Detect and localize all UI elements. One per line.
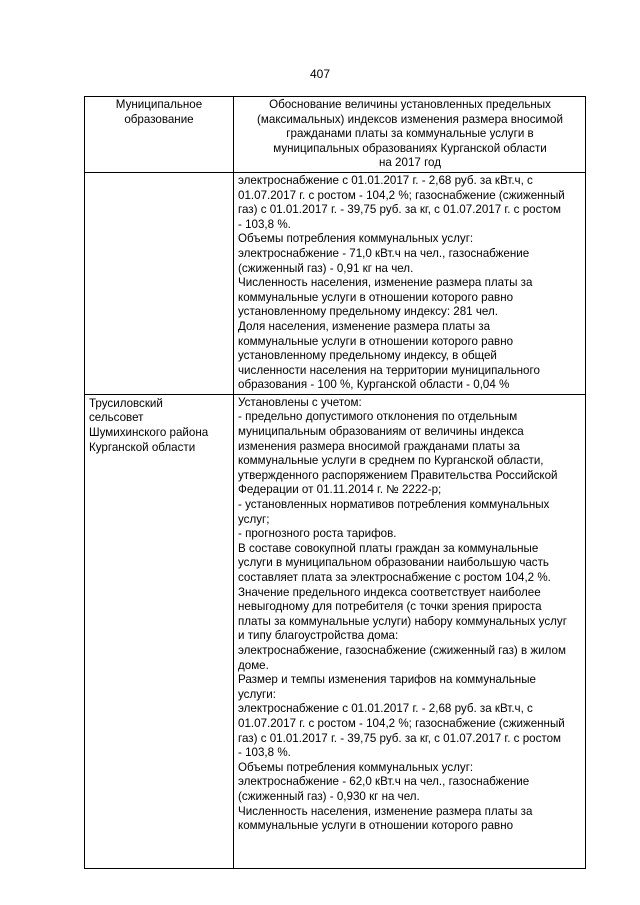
text-line: на 2017 год: [378, 156, 442, 170]
text-line: сельсовет: [89, 411, 144, 425]
text-line: коммунальные услуги в среднем по Курганской области,: [238, 454, 544, 468]
text-line: Курганской области: [89, 440, 196, 454]
text-line: Шумихинского района: [89, 426, 209, 440]
text-line: изменения размера вносимой гражданами платы за: [238, 439, 520, 453]
text-line: электроснабжение с 01.01.2017 г. - 2,68 руб. за кВт.ч, с: [238, 173, 533, 187]
text-line: электроснабжение - 62,0 кВт.ч на чел., газоснабжение: [238, 775, 530, 789]
text-line: установленному предельному индексу, в общей: [238, 349, 497, 363]
text-line: Объемы потребления коммунальных услуг:: [238, 232, 474, 246]
municipality-cell: [85, 172, 234, 394]
text-line: услуги:: [238, 687, 276, 701]
text-line: 01.07.2017 г. с ростом - 104,2 %; газоснабжение (сжиженный: [238, 188, 565, 202]
text-line: гражданами платы за коммунальные услуги в: [286, 127, 534, 141]
text-line: составляет плата за электроснабжение с ростом 104,2 %.: [238, 571, 551, 584]
text-line: доме.: [238, 658, 269, 672]
text-line: Трусиловский: [89, 396, 163, 410]
table-row: [85, 172, 586, 394]
text-line: муниципальным образованиям от величины индекса: [238, 425, 524, 439]
justification-cell: [234, 394, 586, 868]
text-line: Обоснование величины установленных предельных: [269, 98, 551, 111]
text-line: электроснабжение, газоснабжение (сжиженный газ) в жилом: [238, 643, 566, 657]
table-header-row: [85, 97, 586, 173]
text-line: - 103,8 %.: [238, 746, 291, 760]
text-line: установленному предельному индексу: 281 чел.: [238, 305, 498, 319]
page-number: 407: [309, 67, 331, 81]
text-line: Численность населения, изменение размера платы за: [238, 276, 533, 290]
text-line: невыгодному для потребителя (с точки зрения прироста: [238, 600, 542, 614]
text-line: Объемы потребления коммунальных услуг:: [238, 760, 474, 774]
text-line: (максимальных) индексов изменения размера вносимой: [257, 112, 563, 126]
table-row: [85, 394, 586, 868]
text-line: В составе совокупной платы граждан за коммунальные: [238, 541, 539, 555]
text-line: численности населения на территории муниципального: [238, 363, 540, 377]
header-municipality-cell: [85, 97, 234, 173]
text-line: (сжиженный газ) - 0,91 кг на чел.: [238, 261, 414, 275]
text-line: - установленных нормативов потребления коммунальных: [238, 498, 550, 512]
text-line: услуги в муниципальном образовании наибольшую часть: [238, 556, 549, 570]
municipality-cell: [85, 394, 234, 868]
header-justification-cell: [234, 97, 586, 173]
text-line: платы за коммунальные услуги) набору коммунальных услуг: [238, 614, 567, 628]
text-line: коммунальные услуги в отношении которого равно: [238, 819, 514, 833]
text-line: Муниципальное: [115, 98, 203, 111]
text-line: Установлены с учетом:: [238, 395, 362, 409]
text-line: муниципальных образованиях Курганской области: [273, 141, 547, 155]
text-line: 01.07.2017 г. с ростом - 104,2 %; газоснабжение (сжиженный: [238, 716, 565, 730]
text-line: образования - 100 %, Курганской области - 0,04 %: [238, 378, 510, 392]
text-line: Доля населения, изменение размера платы за: [238, 319, 491, 333]
text-line: утвержденного распоряжением Правительства Российской: [238, 468, 558, 482]
text-line: - прогнозного роста тарифов.: [238, 527, 397, 541]
text-line: газ) с 01.01.2017 г. - 39,75 руб. за кг, с 01.07.2017 г. с ростом: [238, 203, 561, 217]
text-line: и типу благоустройства дома:: [238, 629, 399, 643]
text-line: (сжиженный газ) - 0,930 кг на чел.: [238, 789, 420, 803]
text-line: Федерации от 01.11.2014 г. № 2222-р;: [238, 483, 442, 497]
text-line: образование: [124, 112, 194, 126]
text-line: услуг;: [238, 512, 270, 526]
text-line: Значение предельного индекса соответствует наиболее: [238, 585, 541, 599]
text-line: Размер и темпы изменения тарифов на коммунальные: [238, 673, 536, 687]
text-line: электроснабжение - 71,0 кВт.ч на чел., газоснабжение: [238, 246, 530, 260]
justification-table: [84, 96, 586, 869]
text-line: - 103,8 %.: [238, 217, 291, 231]
text-line: газ) с 01.01.2017 г. - 39,75 руб. за кг, с 01.07.2017 г. с ростом: [238, 731, 561, 745]
justification-cell: [234, 172, 586, 394]
text-line: Численность населения, изменение размера платы за: [238, 804, 533, 818]
text-line: электроснабжение с 01.01.2017 г. - 2,68 руб. за кВт.ч, с: [238, 702, 533, 716]
text-line: коммунальные услуги в отношении которого равно: [238, 290, 514, 304]
text-line: - предельно допустимого отклонения по отдельным: [238, 410, 518, 424]
text-line: коммунальные услуги в отношении которого равно: [238, 334, 514, 348]
